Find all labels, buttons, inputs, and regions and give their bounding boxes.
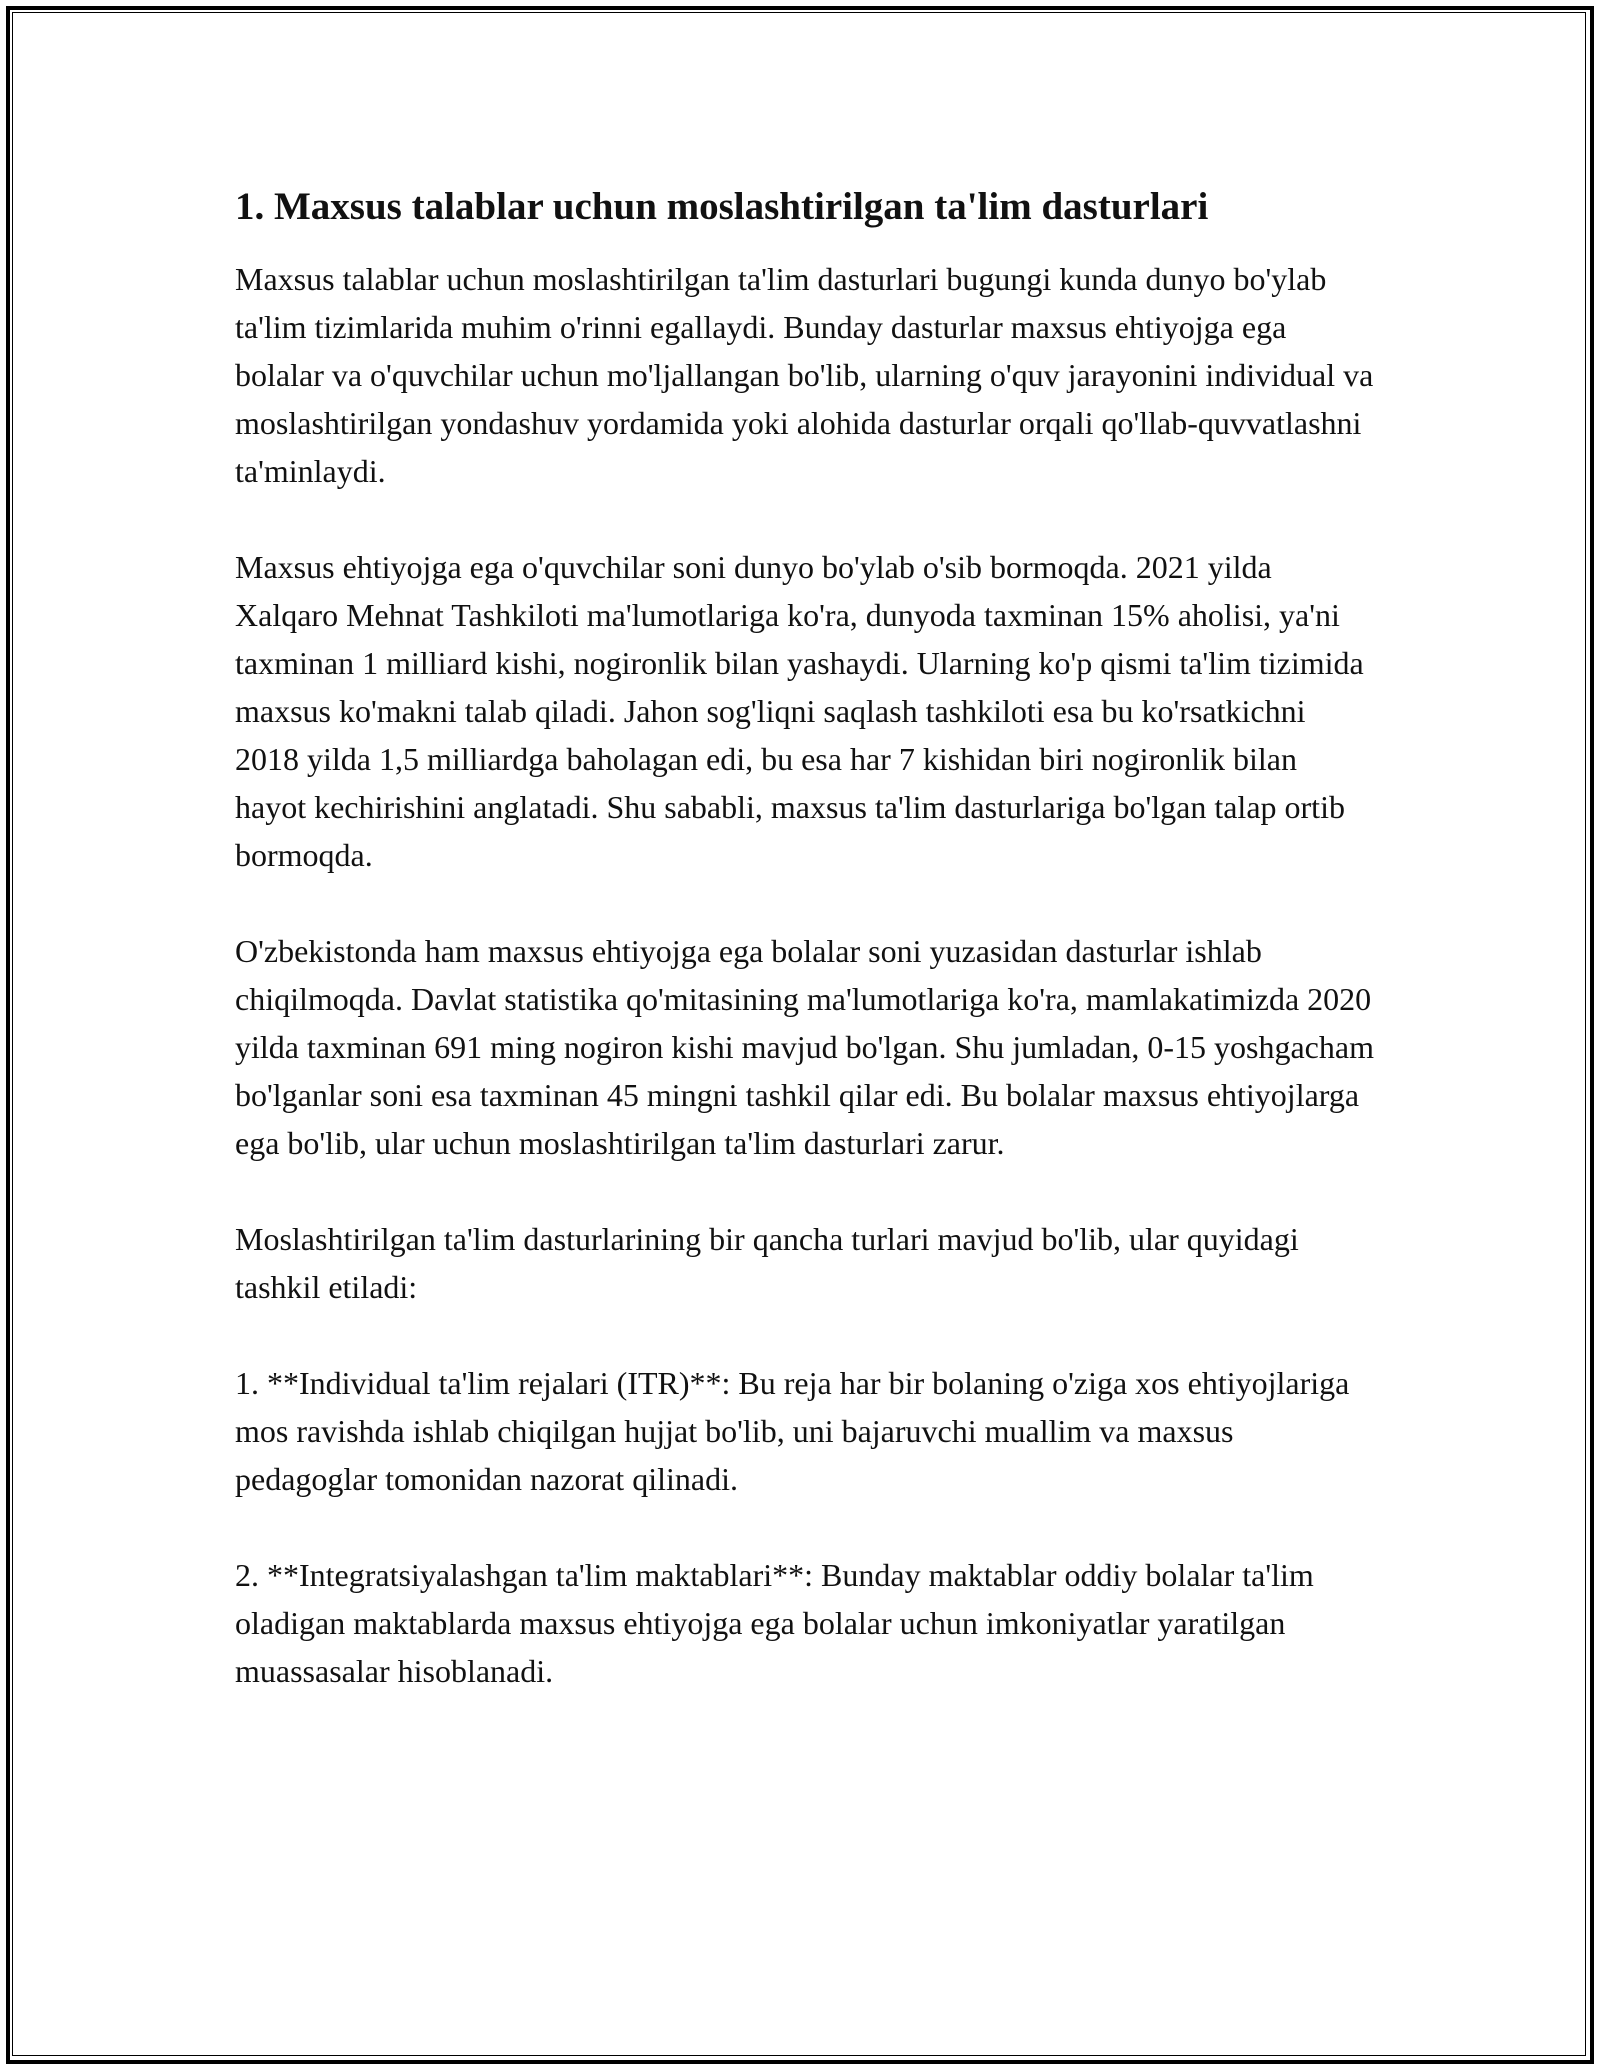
list-item-individual-plans: 1. **Individual ta'lim rejalari (ITR)**: Bu reja har bir bolaning o'ziga xos ehtiyojlariga mos ravishda ishlab chiqilgan hujjat bo'lib, uni bajaruvchi muallim va maxsus pedagoglar tomonidan nazorat qilinadi. xyxy=(235,1364,1350,1497)
paragraph-world-statistics: Maxsus ehtiyojga ega o'quvchilar soni dunyo bo'ylab o'sib bormoqda. 2021 yilda Xalqaro Mehnat Tashkiloti ma'lumotlariga ko'ra, dunyoda taxminan 15% aholisi, ya'ni taxminan 1 milliard kishi, nogironlik bilan yashaydi. Ularning ko'p qismi ta'lim tizimida maxsus ko'makni talab qiladi. Jahon sog'liqni saqlash tashkiloti esa bu ko'rsatkichni 2018 yilda 1,5 milliardga baholagan edi, bu esa har 7 kishidan biri nogironlik bilan hayot kechirishini anglatadi. Shu sababli, maxsus ta'lim dasturlariga bo'lgan talap ortib bormoqda. xyxy=(235,548,1364,873)
paragraph-program-types-intro: Moslashtirilgan ta'lim dasturlarining bir qancha turlari mavjud bo'lib, ular quyidagi tashkil etiladi: xyxy=(235,1220,1299,1305)
document-title: 1. Maxsus talablar uchun moslashtirilgan ta'lim dasturlari xyxy=(235,185,1209,228)
paragraph-intro: Maxsus talablar uchun moslashtirilgan ta'lim dasturlari bugungi kunda dunyo bo'ylab ta'lim tizimlarida muhim o'rinni egallaydi. Bunday dasturlar maxsus ehtiyojga ega bolalar va o'quvchilar uchun mo'ljallangan bo'lib, ularning o'quv jarayonini individual va moslashtirilgan yondashuv yordamida yoki alohida dasturlar orqali qo'llab-quvvatlashni ta'minlaydi. xyxy=(235,260,1374,489)
document-body xyxy=(235,182,1375,1743)
list-item-integrated-schools: 2. **Integratsiyalashgan ta'lim maktablari**: Bunday maktablar oddiy bolalar ta'lim oladigan maktablarda maxsus ehtiyojga ega bolalar uchun imkoniyatlar yaratilgan muassasalar hisoblanadi. xyxy=(235,1556,1314,1689)
paragraph-uzbekistan-statistics: O'zbekistonda ham maxsus ehtiyojga ega bolalar soni yuzasidan dasturlar ishlab chiqilmoqda. Davlat statistika qo'mitasining ma'lumotlariga ko'ra, mamlakatimizda 2020 yilda taxminan 691 ming nogiron kishi mavjud bo'lgan. Shu jumladan, 0-15 yoshgacham bo'lganlar soni esa taxminan 45 mingni tashkil qilar edi. Bu bolalar maxsus ehtiyojlarga ega bo'lib, ular uchun moslashtirilgan ta'lim dasturlari zarur. xyxy=(235,932,1374,1161)
